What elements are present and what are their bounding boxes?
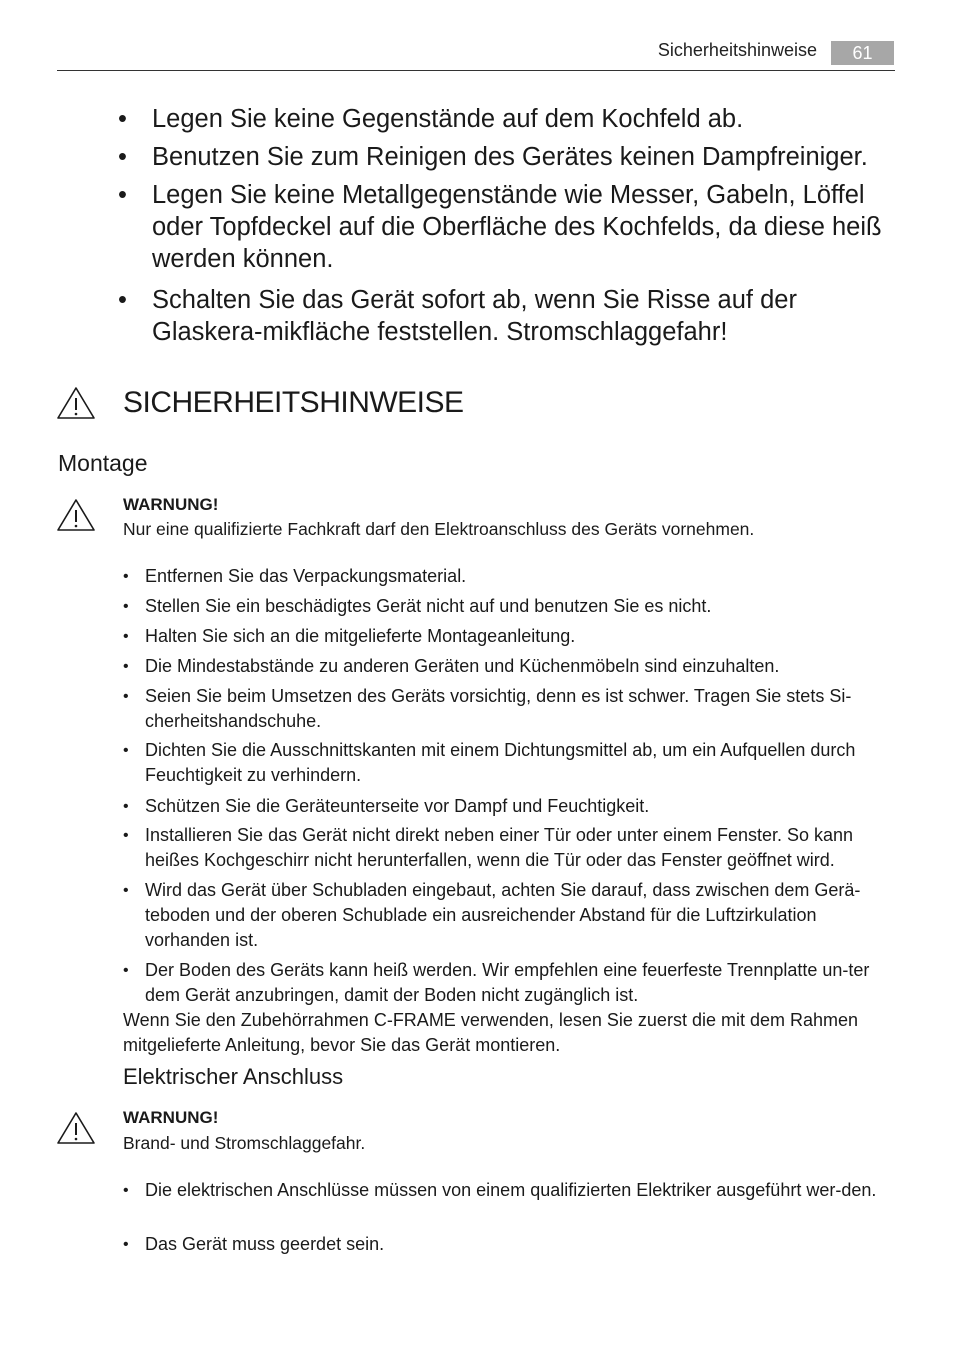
running-header-title: Sicherheitshinweise [657, 40, 817, 60]
list-item: • Legen Sie keine Metallgegenstände wie Messer, Gabeln, Löffel oder Topfdeckel auf die Oberfläche des Kochfelds, da diese heiß werden können. [118, 181, 882, 273]
list-item: • Die Mindestabstände zu anderen Geräten und Küchenmöbeln sind einzuhalten. [123, 656, 780, 676]
warning-text: Brand- und Stromschlaggefahr. [123, 1133, 366, 1153]
list-item: • Das Gerät muss geerdet sein. [123, 1234, 385, 1254]
warning-triangle-icon [56, 498, 96, 532]
warning-triangle-icon [56, 1111, 96, 1145]
page-number: 61 [831, 41, 894, 65]
list-item: • Schützen Sie die Geräteunterseite vor Dampf und Feuchtigkeit. [123, 796, 650, 816]
header-divider [57, 70, 895, 71]
warning-label: WARNUNG! [123, 495, 219, 514]
subsection-heading-electric: Elektrischer Anschluss [123, 1064, 344, 1089]
list-item: • Stellen Sie ein beschädigtes Gerät nicht auf und benutzen Sie es nicht. [123, 596, 712, 616]
warning-label: WARNUNG! [123, 1108, 219, 1127]
list-item: • Seien Sie beim Umsetzen des Geräts vorsichtig, denn es ist schwer. Tragen Sie stets Si-cherheitshandschuhe. [123, 686, 852, 731]
list-item: • Halten Sie sich an die mitgelieferte Montageanleitung. [123, 626, 576, 646]
list-item: • Dichten Sie die Ausschnittskanten mit einem Dichtungsmittel ab, um ein Aufquellen durch Feuchtigkeit zu verhindern. [123, 740, 856, 785]
list-item: • Wird das Gerät über Schubladen eingebaut, achten Sie darauf, dass zwischen dem Gerä-teboden und der oberen Schublade ein ausreichender Abstand für die Luftzirkulation vorhanden ist. [123, 880, 861, 950]
list-item: • Benutzen Sie zum Reinigen des Gerätes keinen Dampfreiniger. [118, 143, 868, 171]
list-item: • Entfernen Sie das Verpackungsmaterial. [123, 566, 467, 586]
section-title: SICHERHEITSHINWEISE [123, 386, 464, 419]
warning-triangle-icon [56, 386, 96, 420]
c-frame-note: Wenn Sie den Zubehörrahmen C-FRAME verwenden, lesen Sie zuerst die mit dem Rahmen mitgelieferte Anleitung, bevor Sie das Gerät montieren. [123, 1010, 859, 1055]
list-item: • Der Boden des Geräts kann heiß werden. Wir empfehlen eine feuerfeste Trennplatte un-ter dem Gerät anzubringen, damit der Boden nicht zugänglich ist. [123, 960, 870, 1005]
warning-text: Nur eine qualifizierte Fachkraft darf den Elektroanschluss des Geräts vornehmen. [123, 519, 755, 539]
list-item: • Schalten Sie das Gerät sofort ab, wenn Sie Risse auf der Glaskera-mikfläche feststellen. Stromschlaggefahr! [118, 286, 797, 346]
list-item: • Die elektrischen Anschlüsse müssen von einem qualifizierten Elektriker ausgeführt wer-den. [123, 1180, 877, 1200]
subsection-heading-montage: Montage [58, 450, 148, 476]
list-item: • Legen Sie keine Gegenstände auf dem Kochfeld ab. [118, 105, 744, 133]
list-item: • Installieren Sie das Gerät nicht direkt neben einer Tür oder unter einem Fenster. So kann heißes Kochgeschirr nicht herunterfallen, wenn die Tür oder das Fenster geöffnet wird. [123, 825, 854, 870]
